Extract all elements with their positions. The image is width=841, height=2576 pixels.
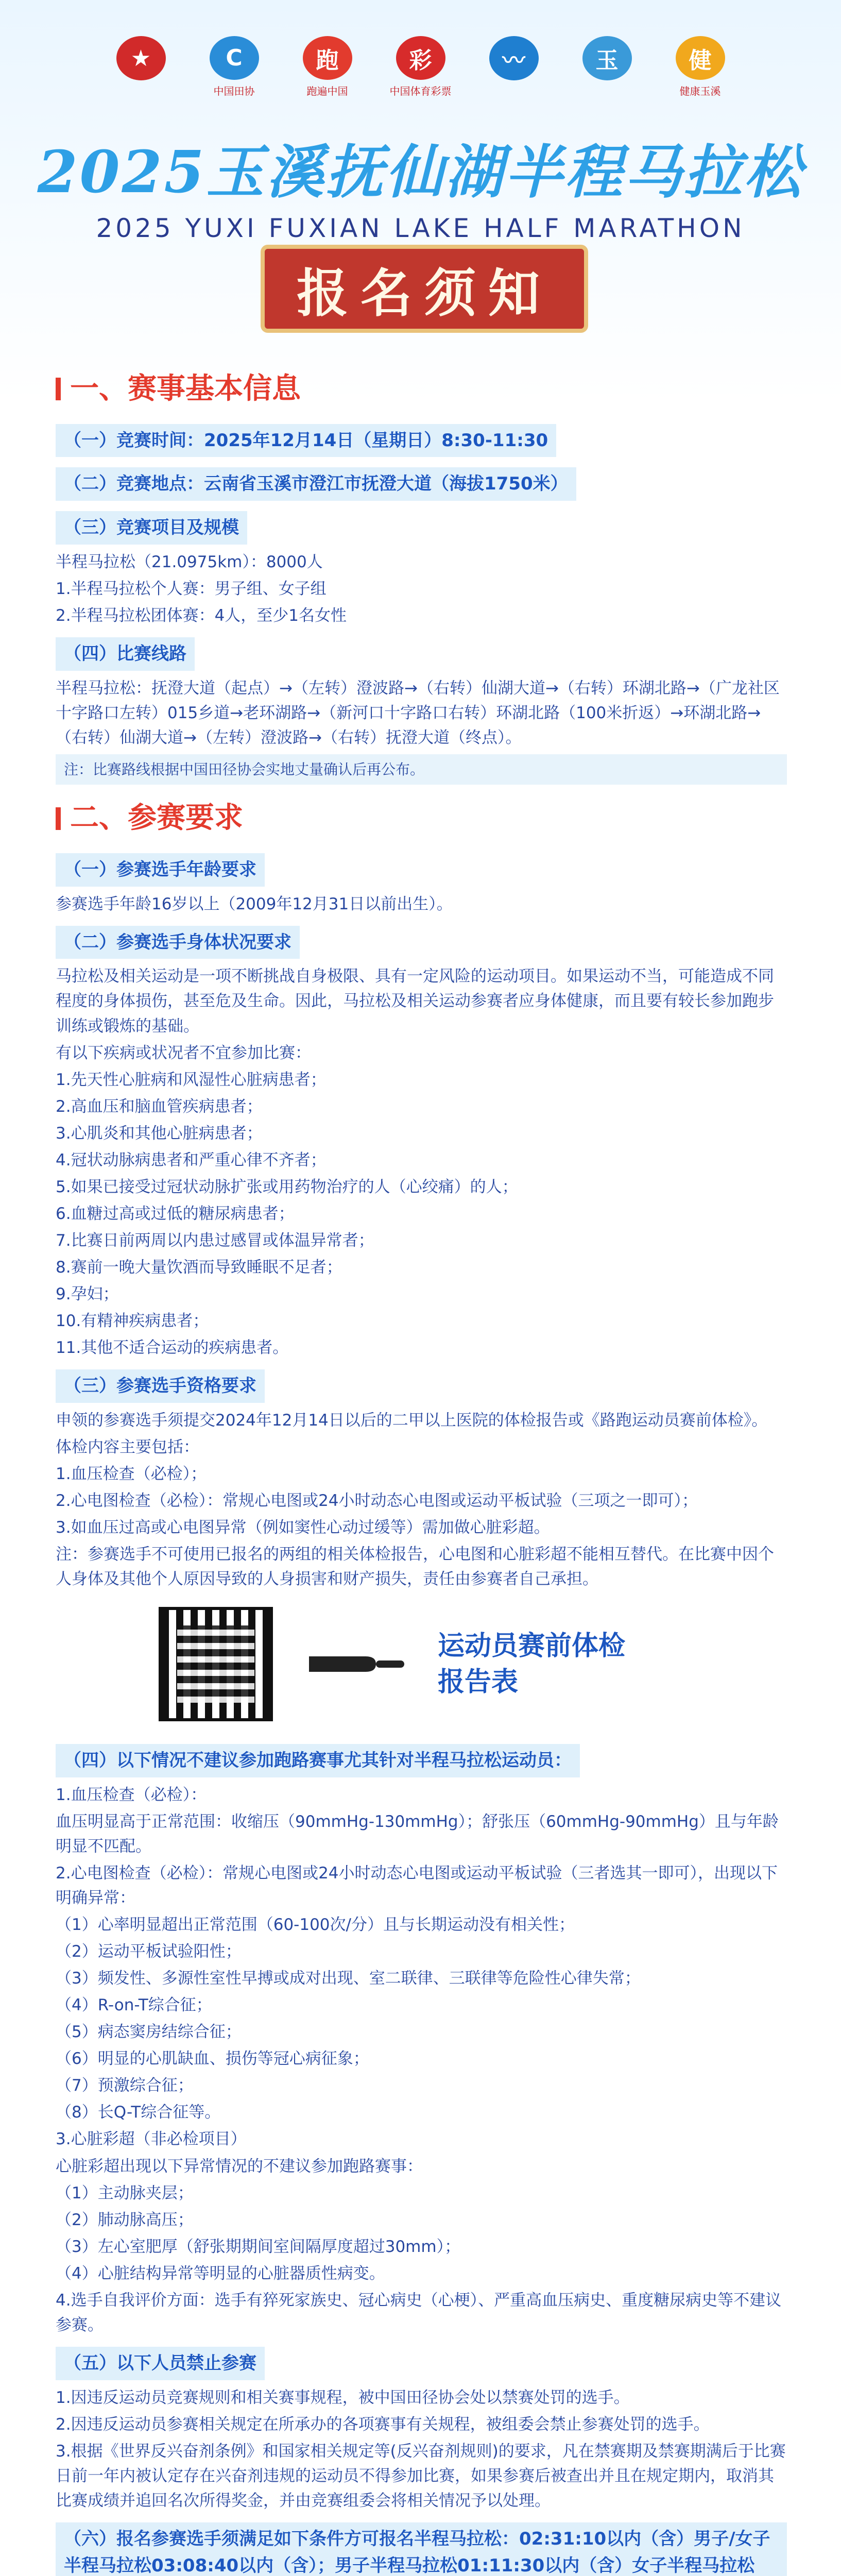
paragraph: 申领的参赛选手须提交2024年12月14日以后的二甲以上医院的体检报告或《路跑运动员赛前体检》。 — [56, 1411, 768, 1430]
paragraph: 3.如血压过高或心电图异常（例如窦性心动过缓等）需加做心脏彩超。 — [56, 1518, 550, 1537]
paragraph: 9.孕妇； — [56, 1285, 119, 1303]
qr-code[interactable] — [159, 1607, 273, 1721]
paragraph: （6）明显的心肌缺血、损伤等冠心病征象； — [56, 2049, 369, 2069]
sub-heading: （三）竞赛项目及规模 — [56, 511, 247, 545]
event-title — [0, 126, 841, 243]
paragraph: 2.高血压和脑血管疾病患者； — [56, 1097, 263, 1116]
section-banner — [261, 245, 588, 333]
sub-heading: （三）参赛选手资格要求 — [56, 1369, 265, 1403]
paragraph: 心脏彩超出现以下异常情况的不建议参加跑路赛事： — [56, 2157, 423, 2176]
banner-text: 报名须知 — [297, 263, 552, 324]
paragraph: 1.血压检查（必检）； — [56, 1464, 207, 1483]
paragraph: （2）肺动脉高压； — [56, 2210, 194, 2229]
paragraph: 4.选手自我评价方面：选手有猝死家族史、冠心病史（心梗）、严重高血压病史、重度糖尿病史等不建议参赛。 — [56, 2291, 782, 2334]
paragraph: （1）主动脉夹层； — [56, 2183, 194, 2202]
pointing-hand-icon — [299, 1636, 412, 1692]
sub-heading: （二）参赛选手身体状况要求 — [56, 926, 300, 959]
china-sports-lottery-icon: 彩 中国体育彩票 — [383, 36, 458, 98]
paragraph: 1.血压检查（必检）： — [56, 1785, 207, 1804]
section-heading: 一、赛事基本信息 — [56, 367, 787, 412]
paragraph: 6.血糖过高或过低的糖尿病患者； — [56, 1204, 295, 1223]
section-2-lines — [56, 846, 787, 1591]
title-english: 2025 YUXI FUXIAN LAKE HALF MARATHON — [96, 213, 745, 243]
route-note: 注：比赛路线根据中国田径协会实地丈量确认后再公布。 — [56, 754, 787, 785]
yuxi-sports-icon: 健 健康玉溪 — [663, 36, 737, 98]
paragraph: （4）心脏结构异常等明显的心脏器质性病变。 — [56, 2264, 385, 2283]
paragraph: 8.赛前一晚大量饮酒而导致睡眠不足者； — [56, 1258, 342, 1277]
qr-caption: 运动员赛前体检 — [438, 1630, 626, 1662]
sub-heading: （六）报名参赛选手须满足如下条件方可报名半程马拉松：02:31:10以内（含）男子/女子半程马拉松03:08:40以内（含）；男子半程马拉松01:11:30以内（含）女子半程马拉松 — [56, 2522, 787, 2576]
paragraph: （4）R-on-T综合征； — [56, 1996, 212, 2015]
paragraph: 10.有精神疾病患者； — [56, 1312, 209, 1331]
paragraph: 3.根据《世界反兴奋剂条例》和国家相关规定等(反兴奋剂规则)的要求，凡在禁赛期及禁赛期满后于比赛日前一年内被认定存在兴奋剂违规的运动员不得参加比赛，如果参赛后被查出并且在规定期内，取消其比赛成绩并追回名次所得奖金，并由竞赛组委会将相关情况予以处理。 — [56, 2442, 786, 2510]
paragraph: 1.因违反运动员竞赛规则和相关赛事规程，被中国田径协会处以禁赛处罚的选手。 — [56, 2388, 630, 2407]
paragraph: （7）预激综合征； — [56, 2076, 194, 2095]
paragraph: 参赛选手年龄16岁以上（2009年12月31日以前出生）。 — [56, 894, 453, 913]
paragraph: （3）频发性、多源性室性早搏或成对出现、室二联律、三联律等危险性心律失常； — [56, 1969, 641, 1988]
section-heading: 二、参赛要求 — [56, 796, 787, 841]
paragraph: （8）长Q-T综合征等。 — [56, 2103, 221, 2122]
paragraph: （2）运动平板试验阳性； — [56, 1942, 242, 1961]
sub-heading: （四）比赛线路 — [56, 637, 195, 671]
route-text: 半程马拉松：抚澄大道（起点）→（左转）澄波路→（右转）仙湖大道→（右转）环湖北路→（广龙社区十字路口左转）015乡道→老环湖路→（新河口十字路口右转）环湖北路（100米折返）→环湖北路→（右转）仙湖大道→（左转）澄波路→（右转）抚澄大道（终点）。 — [56, 679, 780, 747]
paragraph: 5.如果已接受过冠状动脉扩张或用药物治疗的人（心绞痛）的人； — [56, 1177, 518, 1196]
paragraph: 1.半程马拉松个人赛：男子组、女子组 — [56, 579, 327, 598]
paragraph: 7.比赛日前两周以内患过感冒或体温异常者； — [56, 1231, 374, 1250]
paragraph: 11.其他不适合运动的疾病患者。 — [56, 1338, 289, 1358]
national-emblem-icon: ★ — [104, 36, 178, 98]
title-chinese: 2025玉溪抚仙湖半程马拉松 — [37, 139, 804, 206]
yunnan-lake-icon: 〰 — [476, 36, 551, 98]
paragraph: 2.心电图检查（必检）：常规心电图或24小时动态心电图或运动平板试验（三者选其一即可），出现以下明确异常： — [56, 1863, 778, 1908]
paragraph: 注：参赛选手不可使用已报名的两组的相关体检报告，心电图和心脏彩超不能相互替代。在比赛中因个人身体及其他个人原因导致的人身损害和财产损失，责任由参赛者自己承担。 — [56, 1545, 774, 1589]
paragraph: 体检内容主要包括： — [56, 1437, 199, 1456]
sub-heading: （一）参赛选手年龄要求 — [56, 853, 265, 887]
paragraph: 3.心脏彩超（非必检项目） — [56, 2130, 247, 2149]
paragraph: 2.半程马拉松团体赛：4人，至少1名女性 — [56, 606, 347, 625]
sub-heading: （五）以下人员禁止参赛 — [56, 2347, 265, 2380]
paragraph: 有以下疾病或状况者不宜参加比赛： — [56, 1043, 311, 1062]
paragraph: 半程马拉松（21.0975km）：8000人 — [56, 552, 323, 571]
sub-heading: （一）竞赛时间：2025年12月14日（星期日）8:30-11:30 — [56, 424, 556, 457]
sponsor-logos — [0, 36, 841, 108]
paragraph: 2.心电图检查（必检）：常规心电图或24小时动态心电图或运动平板试验（三项之一即可）； — [56, 1491, 698, 1510]
paragraph: 血压明显高于正常范围：收缩压（90mmHg-130mmHg）；舒张压（60mmHg-90mmHg）且与年龄明显不匹配。 — [56, 1812, 779, 1856]
paragraph: 马拉松及相关运动是一项不断挑战自身极限、具有一定风险的运动项目。如果运动不当，可能造成不同程度的身体损伤，甚至危及生命。因此，马拉松及相关运动参赛者应身体健康，而且要有较长参加跑步训练或锻炼的基础。 — [56, 967, 774, 1036]
notice-content — [56, 355, 787, 2576]
paragraph: 3.心肌炎和其他心脏病患者； — [56, 1124, 263, 1143]
paragraph: 2.因违反运动员参赛相关规定在所承办的各项赛事有关规程，被组委会禁止参赛处罚的选手。 — [56, 2415, 710, 2434]
section-2-lines-b — [56, 1737, 787, 2576]
paragraph: （5）病态窦房结综合征； — [56, 2023, 242, 2042]
paragraph: 4.冠状动脉病患者和严重心律不齐者； — [56, 1150, 327, 1170]
paragraph: （3）左心室肥厚（舒张期期间室间隔厚度超过30mm）； — [56, 2237, 461, 2256]
qr-block — [159, 1607, 787, 1721]
qr-caption: 报告表 — [438, 1667, 519, 1698]
sub-heading: （四）以下情况不建议参加跑路赛事尤其针对半程马拉松运动员： — [56, 1744, 580, 1777]
paragraph: （1）心率明显超出正常范围（60-100次/分）且与长期运动没有相关性； — [56, 1916, 575, 1935]
yuxi-city-icon: 玉 — [570, 36, 644, 98]
paragraph: 1.先天性心脏病和风湿性心脏病患者； — [56, 1070, 327, 1089]
running-china-icon: 跑 跑遍中国 — [290, 36, 365, 98]
china-athletics-icon: C 中国田协 — [197, 36, 271, 98]
sub-heading: （二）竞赛地点：云南省玉溪市澄江市抚澄大道（海拔1750米） — [56, 467, 576, 501]
